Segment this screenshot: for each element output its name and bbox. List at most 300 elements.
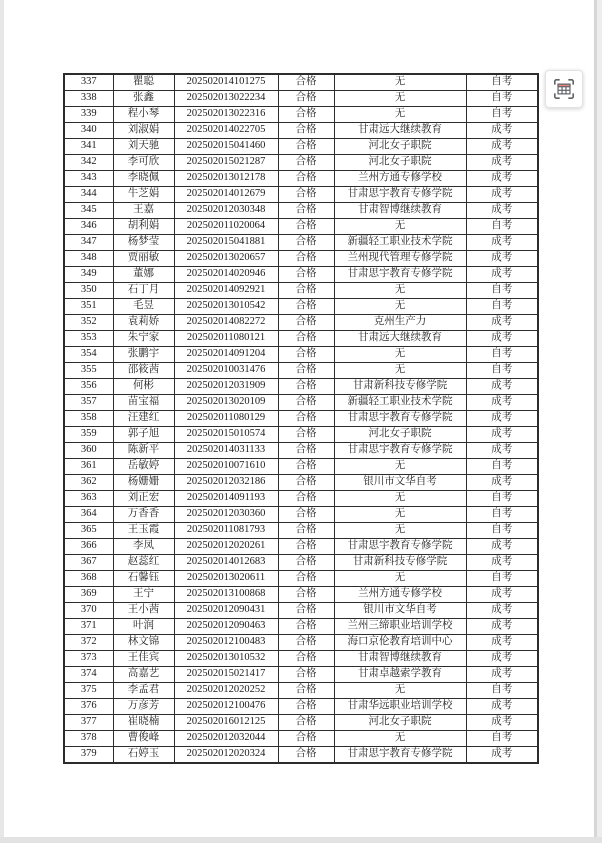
table-row [64, 571, 538, 587]
cell-institution: 无 [334, 523, 466, 539]
cell-exam-type: 自考 [466, 363, 538, 379]
cell-result: 合格 [278, 619, 334, 635]
cell-institution: 河北女子职院 [334, 155, 466, 171]
cell-institution: 甘肃华远职业培训学校 [334, 699, 466, 715]
table-row [64, 619, 538, 635]
cell-result: 合格 [278, 267, 334, 283]
table-row [64, 123, 538, 139]
cell-id-number: 202502015041460 [174, 139, 278, 155]
cell-index: 368 [64, 571, 113, 587]
cell-name: 刘天驰 [113, 139, 174, 155]
cell-exam-type: 自考 [466, 219, 538, 235]
document-page [4, 0, 594, 837]
cell-name: 董娜 [113, 267, 174, 283]
cell-name: 石丁月 [113, 283, 174, 299]
cell-institution: 新疆轻工职业技术学院 [334, 235, 466, 251]
cell-exam-type: 成考 [466, 411, 538, 427]
cell-result: 合格 [278, 603, 334, 619]
cell-institution: 河北女子职院 [334, 427, 466, 443]
cell-index: 359 [64, 427, 113, 443]
cell-index: 352 [64, 315, 113, 331]
cell-index: 365 [64, 523, 113, 539]
cell-index: 371 [64, 619, 113, 635]
cell-institution: 克州生产力 [334, 315, 466, 331]
table-row [64, 475, 538, 491]
cell-name: 王佳宾 [113, 651, 174, 667]
cell-index: 346 [64, 219, 113, 235]
cell-index: 353 [64, 331, 113, 347]
cell-id-number: 202502015041881 [174, 235, 278, 251]
cell-index: 374 [64, 667, 113, 683]
cell-institution: 甘肃思宇教育专修学院 [334, 267, 466, 283]
table-row [64, 395, 538, 411]
cell-result: 合格 [278, 203, 334, 219]
cell-id-number: 202502012020252 [174, 683, 278, 699]
table-row [64, 315, 538, 331]
cell-institution: 无 [334, 571, 466, 587]
cell-result: 合格 [278, 667, 334, 683]
table-row [64, 683, 538, 699]
table-row [64, 91, 538, 107]
table-row [64, 555, 538, 571]
cell-exam-type: 成考 [466, 603, 538, 619]
cell-id-number: 202502014092921 [174, 283, 278, 299]
cell-exam-type: 成考 [466, 475, 538, 491]
cell-id-number: 202502014082272 [174, 315, 278, 331]
cell-result: 合格 [278, 219, 334, 235]
cell-name: 贾丽敏 [113, 251, 174, 267]
cell-index: 358 [64, 411, 113, 427]
cell-institution: 无 [334, 219, 466, 235]
cell-name: 瞿聪 [113, 74, 174, 91]
cell-exam-type: 成考 [466, 267, 538, 283]
cell-institution: 甘肃新科技专修学院 [334, 555, 466, 571]
cell-index: 341 [64, 139, 113, 155]
cell-institution: 银川市文华自考 [334, 475, 466, 491]
cell-institution: 河北女子职院 [334, 715, 466, 731]
cell-institution: 甘肃远大继续教育 [334, 123, 466, 139]
cell-result: 合格 [278, 507, 334, 523]
cell-name: 杨梦莹 [113, 235, 174, 251]
cell-name: 崔晓楠 [113, 715, 174, 731]
cell-exam-type: 成考 [466, 587, 538, 603]
cell-result: 合格 [278, 715, 334, 731]
cell-name: 程小琴 [113, 107, 174, 123]
cell-id-number: 202502012030360 [174, 507, 278, 523]
table-row [64, 219, 538, 235]
cell-institution: 无 [334, 363, 466, 379]
cell-result: 合格 [278, 475, 334, 491]
cell-id-number: 202502013012178 [174, 171, 278, 187]
cell-result: 合格 [278, 379, 334, 395]
cell-result: 合格 [278, 411, 334, 427]
cell-index: 343 [64, 171, 113, 187]
cell-result: 合格 [278, 91, 334, 107]
cell-institution: 无 [334, 683, 466, 699]
cell-name: 王玉霞 [113, 523, 174, 539]
cell-index: 375 [64, 683, 113, 699]
cell-result: 合格 [278, 459, 334, 475]
table-row [64, 251, 538, 267]
table-row [64, 139, 538, 155]
cell-id-number: 202502012090463 [174, 619, 278, 635]
cell-name: 高嘉艺 [113, 667, 174, 683]
cell-id-number: 202502014020946 [174, 267, 278, 283]
results-table-body [64, 74, 538, 763]
cell-id-number: 202502014091193 [174, 491, 278, 507]
cell-result: 合格 [278, 587, 334, 603]
table-row [64, 491, 538, 507]
cell-institution: 无 [334, 107, 466, 123]
cell-exam-type: 成考 [466, 379, 538, 395]
cell-index: 344 [64, 187, 113, 203]
cell-exam-type: 成考 [466, 667, 538, 683]
table-row [64, 459, 538, 475]
cell-name: 张鹏宇 [113, 347, 174, 363]
cell-name: 王嘉 [113, 203, 174, 219]
cell-exam-type: 成考 [466, 203, 538, 219]
cell-index: 351 [64, 299, 113, 315]
cell-id-number: 202502013100868 [174, 587, 278, 603]
cell-id-number: 202502014101275 [174, 74, 278, 91]
cell-result: 合格 [278, 395, 334, 411]
cell-exam-type: 成考 [466, 235, 538, 251]
cell-result: 合格 [278, 315, 334, 331]
cell-result: 合格 [278, 107, 334, 123]
cell-institution: 无 [334, 283, 466, 299]
cell-index: 356 [64, 379, 113, 395]
cell-id-number: 202502012032044 [174, 731, 278, 747]
cell-id-number: 202502012100483 [174, 635, 278, 651]
table-row [64, 523, 538, 539]
cell-result: 合格 [278, 571, 334, 587]
cell-institution: 甘肃智博继续教育 [334, 203, 466, 219]
cell-exam-type: 自考 [466, 491, 538, 507]
cell-result: 合格 [278, 651, 334, 667]
cell-exam-type: 自考 [466, 683, 538, 699]
cell-institution: 海口京伦教育培训中心 [334, 635, 466, 651]
cell-id-number: 202502012090431 [174, 603, 278, 619]
cell-id-number: 202502012031909 [174, 379, 278, 395]
cell-id-number: 202502010031476 [174, 363, 278, 379]
cell-name: 胡利娟 [113, 219, 174, 235]
cell-exam-type: 成考 [466, 395, 538, 411]
cell-index: 379 [64, 747, 113, 764]
table-row [64, 427, 538, 443]
cell-index: 362 [64, 475, 113, 491]
canvas-left-edge [0, 0, 4, 837]
cell-result: 合格 [278, 283, 334, 299]
cell-result: 合格 [278, 123, 334, 139]
table-row [64, 443, 538, 459]
cell-institution: 甘肃远大继续教育 [334, 331, 466, 347]
cell-name: 林文锦 [113, 635, 174, 651]
cell-index: 367 [64, 555, 113, 571]
cell-name: 何彬 [113, 379, 174, 395]
cell-exam-type: 自考 [466, 347, 538, 363]
cell-name: 牛芝娟 [113, 187, 174, 203]
cell-name: 朱宁家 [113, 331, 174, 347]
table-capture-icon [551, 76, 577, 102]
cell-id-number: 202502014012679 [174, 187, 278, 203]
cell-result: 合格 [278, 235, 334, 251]
cell-institution: 新疆轻工职业技术学院 [334, 395, 466, 411]
cell-name: 邵筱茜 [113, 363, 174, 379]
cell-index: 376 [64, 699, 113, 715]
cell-result: 合格 [278, 523, 334, 539]
cell-exam-type: 自考 [466, 91, 538, 107]
cell-id-number: 202502016012125 [174, 715, 278, 731]
cell-exam-type: 自考 [466, 731, 538, 747]
cell-exam-type: 成考 [466, 331, 538, 347]
cell-institution: 无 [334, 91, 466, 107]
table-row [64, 267, 538, 283]
cell-result: 合格 [278, 635, 334, 651]
cell-exam-type: 自考 [466, 107, 538, 123]
table-row [64, 635, 538, 651]
cell-name: 石馨钰 [113, 571, 174, 587]
cell-name: 李孟君 [113, 683, 174, 699]
cell-id-number: 202502011080129 [174, 411, 278, 427]
cell-institution: 甘肃卓越索学教育 [334, 667, 466, 683]
table-row [64, 507, 538, 523]
cell-name: 万香香 [113, 507, 174, 523]
cell-id-number: 202502013020109 [174, 395, 278, 411]
cell-index: 347 [64, 235, 113, 251]
cell-index: 339 [64, 107, 113, 123]
cell-exam-type: 成考 [466, 187, 538, 203]
cell-index: 345 [64, 203, 113, 219]
cell-id-number: 202502013010532 [174, 651, 278, 667]
table-row [64, 283, 538, 299]
cell-id-number: 202502013020611 [174, 571, 278, 587]
cell-name: 岳敏婷 [113, 459, 174, 475]
cell-name: 刘淑娟 [113, 123, 174, 139]
table-row [64, 699, 538, 715]
cell-id-number: 202502013022234 [174, 91, 278, 107]
cell-name: 万彦芳 [113, 699, 174, 715]
cell-name: 赵蕊红 [113, 555, 174, 571]
cell-result: 合格 [278, 731, 334, 747]
cell-index: 338 [64, 91, 113, 107]
cell-institution: 无 [334, 731, 466, 747]
cell-index: 369 [64, 587, 113, 603]
table-row [64, 203, 538, 219]
table-row [64, 155, 538, 171]
cell-result: 合格 [278, 683, 334, 699]
cell-index: 378 [64, 731, 113, 747]
cell-index: 349 [64, 267, 113, 283]
cell-index: 355 [64, 363, 113, 379]
cell-result: 合格 [278, 187, 334, 203]
cell-name: 毛昱 [113, 299, 174, 315]
cell-index: 342 [64, 155, 113, 171]
cell-id-number: 202502014022705 [174, 123, 278, 139]
cell-result: 合格 [278, 299, 334, 315]
cell-exam-type: 成考 [466, 443, 538, 459]
cell-institution: 无 [334, 459, 466, 475]
table-row [64, 331, 538, 347]
cell-exam-type: 成考 [466, 155, 538, 171]
cell-index: 337 [64, 74, 113, 91]
cell-exam-type: 成考 [466, 651, 538, 667]
cell-exam-type: 成考 [466, 123, 538, 139]
cell-exam-type: 自考 [466, 571, 538, 587]
cell-result: 合格 [278, 443, 334, 459]
table-row [64, 747, 538, 764]
table-row [64, 299, 538, 315]
cell-institution: 无 [334, 507, 466, 523]
cell-name: 杨姗姗 [113, 475, 174, 491]
table-row [64, 587, 538, 603]
cell-name: 苗宝福 [113, 395, 174, 411]
table-row [64, 107, 538, 123]
cell-institution: 无 [334, 491, 466, 507]
cell-name: 曹俊峰 [113, 731, 174, 747]
cell-institution: 河北女子职院 [334, 139, 466, 155]
cell-institution: 银川市文华自考 [334, 603, 466, 619]
cell-name: 石婷玉 [113, 747, 174, 764]
cell-exam-type: 成考 [466, 539, 538, 555]
table-capture-button[interactable] [545, 70, 583, 108]
cell-institution: 甘肃智博继续教育 [334, 651, 466, 667]
cell-index: 373 [64, 651, 113, 667]
cell-exam-type: 成考 [466, 635, 538, 651]
cell-index: 366 [64, 539, 113, 555]
cell-result: 合格 [278, 155, 334, 171]
cell-id-number: 202502012032186 [174, 475, 278, 491]
cell-index: 348 [64, 251, 113, 267]
cell-index: 370 [64, 603, 113, 619]
cell-exam-type: 成考 [466, 171, 538, 187]
cell-result: 合格 [278, 139, 334, 155]
table-row [64, 411, 538, 427]
cell-name: 张鑫 [113, 91, 174, 107]
table-row [64, 731, 538, 747]
table-row [64, 603, 538, 619]
cell-exam-type: 成考 [466, 747, 538, 764]
cell-exam-type: 成考 [466, 619, 538, 635]
cell-index: 377 [64, 715, 113, 731]
cell-id-number: 202502014031133 [174, 443, 278, 459]
cell-exam-type: 成考 [466, 315, 538, 331]
cell-institution: 无 [334, 74, 466, 91]
cell-institution: 甘肃思宇教育专修学院 [334, 411, 466, 427]
cell-id-number: 202502015021417 [174, 667, 278, 683]
cell-id-number: 202502012020261 [174, 539, 278, 555]
cell-name: 王小茜 [113, 603, 174, 619]
cell-exam-type: 自考 [466, 507, 538, 523]
cell-result: 合格 [278, 347, 334, 363]
table-row [64, 187, 538, 203]
cell-institution: 无 [334, 299, 466, 315]
cell-name: 李晓佩 [113, 171, 174, 187]
cell-name: 叶润 [113, 619, 174, 635]
cell-result: 合格 [278, 491, 334, 507]
cell-result: 合格 [278, 699, 334, 715]
cell-name: 袁莉娇 [113, 315, 174, 331]
table-row [64, 539, 538, 555]
cell-institution: 甘肃思宇教育专修学院 [334, 539, 466, 555]
canvas-bottom-edge [0, 837, 602, 843]
cell-id-number: 202502010071610 [174, 459, 278, 475]
cell-result: 合格 [278, 171, 334, 187]
cell-name: 李凤 [113, 539, 174, 555]
cell-exam-type: 成考 [466, 715, 538, 731]
cell-institution: 甘肃思宇教育专修学院 [334, 747, 466, 764]
cell-institution: 甘肃思宇教育专修学院 [334, 187, 466, 203]
cell-id-number: 202502012020324 [174, 747, 278, 764]
cell-id-number: 202502013020657 [174, 251, 278, 267]
cell-exam-type: 自考 [466, 459, 538, 475]
cell-name: 陈新平 [113, 443, 174, 459]
cell-id-number: 202502014091204 [174, 347, 278, 363]
cell-institution: 无 [334, 347, 466, 363]
table-row [64, 171, 538, 187]
cell-result: 合格 [278, 74, 334, 91]
cell-result: 合格 [278, 747, 334, 764]
cell-name: 汪建红 [113, 411, 174, 427]
cell-id-number: 202502013022316 [174, 107, 278, 123]
cell-institution: 兰州方通专修学校 [334, 587, 466, 603]
table-row [64, 667, 538, 683]
cell-exam-type: 成考 [466, 427, 538, 443]
cell-id-number: 202502011080121 [174, 331, 278, 347]
table-row [64, 347, 538, 363]
cell-id-number: 202502015010574 [174, 427, 278, 443]
cell-institution: 甘肃新科技专修学院 [334, 379, 466, 395]
cell-id-number: 202502012100476 [174, 699, 278, 715]
cell-exam-type: 成考 [466, 699, 538, 715]
cell-institution: 兰州方通专修学校 [334, 171, 466, 187]
table-row [64, 379, 538, 395]
cell-exam-type: 自考 [466, 299, 538, 315]
cell-id-number: 202502012030348 [174, 203, 278, 219]
cell-id-number: 202502011020064 [174, 219, 278, 235]
cell-exam-type: 自考 [466, 283, 538, 299]
cell-result: 合格 [278, 331, 334, 347]
cell-index: 361 [64, 459, 113, 475]
cell-index: 360 [64, 443, 113, 459]
cell-id-number: 202502011081793 [174, 523, 278, 539]
cell-institution: 兰州现代管理专修学院 [334, 251, 466, 267]
cell-institution: 兰州三缔职业培训学校 [334, 619, 466, 635]
cell-id-number: 202502013010542 [174, 299, 278, 315]
cell-result: 合格 [278, 539, 334, 555]
cell-exam-type: 自考 [466, 74, 538, 91]
cell-index: 363 [64, 491, 113, 507]
cell-name: 李可欣 [113, 155, 174, 171]
scrollbar-track[interactable] [597, 0, 602, 837]
table-row [64, 715, 538, 731]
cell-name: 王宁 [113, 587, 174, 603]
cell-institution: 甘肃思宇教育专修学院 [334, 443, 466, 459]
table-row [64, 74, 538, 91]
cell-exam-type: 自考 [466, 523, 538, 539]
cell-index: 364 [64, 507, 113, 523]
cell-result: 合格 [278, 363, 334, 379]
cell-id-number: 202502014012683 [174, 555, 278, 571]
cell-index: 350 [64, 283, 113, 299]
cell-index: 372 [64, 635, 113, 651]
cell-index: 340 [64, 123, 113, 139]
cell-name: 刘正宏 [113, 491, 174, 507]
cell-exam-type: 成考 [466, 139, 538, 155]
cell-index: 354 [64, 347, 113, 363]
cell-id-number: 202502015021287 [174, 155, 278, 171]
table-row [64, 363, 538, 379]
cell-exam-type: 成考 [466, 555, 538, 571]
